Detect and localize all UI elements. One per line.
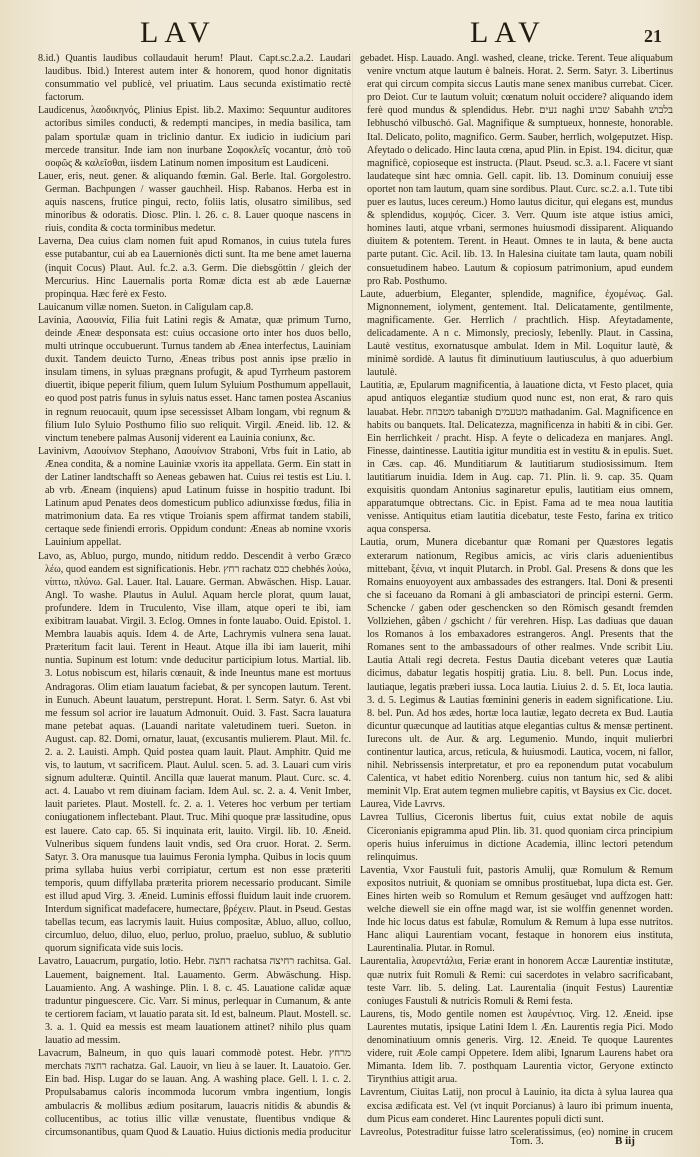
running-head-right: LAV	[470, 16, 546, 49]
dictionary-entry: Laurea, Vide Lavrvs.	[360, 799, 445, 811]
dictionary-entry: Laurens, tis, Modo gentile nomen est λαυρέντιος. Virg. 12. Æneid. ipse Laurentes mutatis, ipsique Latini Idem l. Æn. Laurentis regia Pici. Modo denominatiuum omnis generis. Virg. 12. Æneid. Te quoque Laurentes videre, ruit Æole campi Oppetere. Idem alibi, Ignarum Laurens habet ora Mimanta. Idem lib. 7. posthquam Laurentia victor, Geryone extincto Tirynthius attigit arua.	[360, 1008, 673, 1086]
page-header	[30, 16, 670, 52]
page-footer	[360, 1135, 673, 1151]
dictionary-entry: Lavreolus, Potestraditur fuisse latro sceleratissimus, (eo) nomine in crucem	[360, 1126, 673, 1138]
dictionary-entry: Lauer, eris, neut. gener. & aliquando fœmin. Gal. Berle. Ital. Gorgolestro. German. Bachpungen / wasser gauchheil. Hisp. Rabanos. Herba est in aquis nascens, frutice pingui, recto, foliis latis, olusatro similibus, sed minoribus & odoratis. Diosc. Plin. l. 26. c. 8. Lauer quoque nascens in riuis, condita & cocta torminibus medetur.	[38, 170, 351, 235]
dictionary-entry: Lautitia, æ, Epularum magnificentia, à lauatione dicta, vt Festo placet, quia apud antiquos elegantiæ studium quod nunc est, non erat, & raro quis lauabat. Hebr. מטבחה tabanigh מטעמים mathadanim. Gal. Magnificence en habits ou banquets. Ital. Delicatezza, magnificenza in habiti & in cibi. Ger. Ein herrlichkeit / pracht. Hisp. A feyte o delicadeza en manjares. Angl. Finesse, daintinesse. Lautitia igitur munditia est in vestitu & in epulis. Suet. in Cæs. cap. 46. Munditiarum & lautitiarum studiosissimum. Item lautitiarum inuidia. Idem in Aug. cap. 71. Plin. li. 9. cap. 35. Quam exquisitis quondam Antonius saginaretur epulis, lautitiam eius omnem, apparatumque obtrectans. Cic. in Epist. Fama ad te mea noua lautitia venisse. Antiquitus etiam lautitia dicebatur, teste Festo, farina ex tritico aqua conspersa.	[360, 380, 673, 536]
dictionary-entry: Laverna, Dea cuius clam nomen fuit apud Romanos, in cuius tutela fures esse putabantur, cui ab ea Lauernionès dicti sunt. Ita me bene amet lauerna (inquit Cocus) Plaut. Aul. fc.2. a.3. Germ. Die diebsgöttin / gleich der Mercurius. Hinc Lauernalis porta Romæ dicta est ab æde Lauernæ propinqua. Hæc ferè ex Festo.	[38, 236, 351, 300]
dictionary-entry: Laute, aduerbium, Eleganter, splendide, magnifice, ἐχομένως. Gal. Mignonnement, iolyment, gentement. Ital. Delicatamente, gentilmente, magnificamente. Ger. Herrlich / prachtlich. Hisp. Afeytadamente, delicadamente. A n c. Mimonsly, preciosly, Iebenlly. Plaut. in Cassina, Lautè vestitus, exornatusque ambulat. Idem in Mil. Loquitur lautè, & minimè sordidè. A lautus fit diminutiuum lautiusculus, à quo aduerbium lautulè.	[360, 288, 673, 379]
volume-label: Tom. 3.	[510, 1135, 544, 1147]
dictionary-entry: Lautia, orum, Munera dicebantur quæ Romani per Quæstores legatis exterarum nationum, Regibus amicis, ac viris claris aduenientibus mittebant, ξένια, vt inquit Plutarch. in Probl. Gal. Presens & dons que les Romains enuoyoyent aux ambassades des estrangers. Ital. Doni & presenti che si faceuano da Romani à gli ambasciatori de principi esterni. Germ. Schencke / gaben oder geschencken so den Römisch gesandt fremden Vollziehen, gåben / gschicht / für verehren. Hisp. Las dadiuas que dauan los Romanos à los embaxadores estrangeros. Angl. Presents that the Romanes sent to the ambassadours of other realmes. Vnde scribit Liu. Lautia Attali regi decreta. Festus Dautia dicebant veteres quæ Lautia dicimus, dabatur legatis hospitij gratia. Liu. 8. bell. Pun. Locus inde, lautiaque, legatis præberi iussa. Loca lautia. Liuius 2. d. 5. Et, loca lautia. 3. d. 5. Legimus & Lautias fœminini generis in eadem significatione. Liu. 8. bel. Pun. Ad hos ædes, hortæ loca lautiæ, legato decreta ex Bud. Lautia dicuntur quæcunque ad lautitias atque elegantias cultus & mensæ pertinent. Iurecons ult. de Aur. & arg. Legumenio. Mundo, inquit mulierbri continentur lautica, arcus, reticula, & huiusmodi. Lautica, vocem, ni fallor, nihil. Nebrissensis interpretatur, et pro ea reponendum putat vocabulum Calentica, vt habet editio Norenberg. cuius non tantum hic, sed & alibi meminit Vlp. Erat autem tegmen muliebre capitis, vt Baysius ex Cic. docet.	[360, 537, 673, 798]
dictionary-entry: Lavinia, Λαουινία, Filia fuit Latini regis & Amatæ, quæ primum Turno, deinde Æneæ desponsata est: cuius occasione orto inter hos duos bello, multi utrinque occubuerunt. Turnus tandem ab Ænea interfectus, Lauiniam duxit. Tandem deuicto Turno, Æneas tribus post annis ipse prælio in insulam timens, in syluas prægnans profugit, & apud Tyrrheum pastorem diuertit, ibique peperit filium, quem Iulum Syluium Posthumum appellauit, eo quod post patris funus in syluis natus esset. Hanc tamen postea Ascanius in regnum reuocauit, quum ipse secessisset Albam longam, vbi regnum & filium Iulo Syluio Posthumo filio suo reliquit. Virgil. Æneid. lib. 12. & vinctum tenebere palmas Ausonij viderent ea Lauinia coniunx, &c.	[38, 314, 351, 444]
dictionary-entry: Laudicenus, λαοδικηνός, Plinius Epist. lib.2. Maximo: Sequuntur auditores actoribus similes conducti, & redempti mancipes, in media basilica, tam palam sportulæ quam in triclinio dantur. Ex iudicio in iudicium pari mercede transitur. Inde iam non inurbane Σοφοκλεῖς vocantur, ἀπὸ τοῦ σοφῶς & καλεῖσθαι, iisdem Latinum nomen impositum est Laudiceni.	[38, 105, 351, 169]
dictionary-entry: Lavatro, Lauacrum, purgatio, lotio. Hebr. רחצה rachatsa רחיצה rachitsa. Gal. Lauement, baignement. Ital. Lauamento. Germ. Abwäschung. Hisp. Lauamiento. Ang. A washinge. Plin. l. 8. c. 45. Lauatione calidæ aquæ traduntur pinguescere. Cic. Varr. Si minus, perlequar in Cumanum, & ante te certiorem faciam, vt lauatio parata sit. Id est, balneum. Plaut. Mostell. sc. 3. a. 1. Quid ea messis est meam lauationem attinet? nihilo plus quam lauatio ad messim.	[38, 956, 351, 1047]
page-number: 21	[644, 26, 662, 46]
dictionary-entry: Lavrentum, Ciuitas Latij, non procul à Lauinio, ita dicta à sylua laurea qua excisa ædificata est. Vel (vt inquit Porcianus) à lauro ibi primum inuenta, dum Picus eam conderet. Hinc Laurentes populi dicti sunt.	[360, 1087, 673, 1125]
dictionary-entry: Laurentalia, λαυρεντάλια, Feriæ erant in honorem Accæ Laurentiæ institutæ, quæ nutrix fuit Romuli & Remi: cui sacerdotes in velabro sacrificabant, teste Varr. lib. 5. deling. Lat. Laurentalia (inquit Festus) Laurentiæ coniuges Faustuli & nutricis Romuli & Remi festa.	[360, 956, 673, 1007]
dictionary-entry: Laventia, Vxor Faustuli fuit, pastoris Amulij, quæ Romulum & Remum expositos nutriuit, & quoniam se omnibus prostituebat, lupa dicta est. Ger. Eines hirten weib so Romulum et Remum gesäuget vnd auffzogen hatt: welche diewell sie ein offne magd war, ist sie wolffin genennet worden. Inde hic locus datus est fabulæ, Romulum & Remum à lupa esse nutritos. Hanc aliqui Laurentiam vocant, festaque in honorem eius instituta, Laurentinalia. Plutar. in Romul.	[360, 864, 673, 955]
dictionary-entry: Lavrea Tullius, Ciceronis libertus fuit, cuius extat nobile de aquis Ciceronianis epigramma apud Plin. lib. 31. quod quoniam circa principium operis huius inferuimus in dictione Academia, illinc lectori petendum relinquimus.	[360, 812, 673, 863]
running-head-left: LAV	[140, 16, 216, 49]
dictionary-entry: 8.id.) Quantis laudibus collaudauit herum! Plaut. Capt.sc.2.a.2. Laudari laudibus. Ibid.) Interest autem inter & honorem, quod honor dignitatis consummatio vel publicè, vel priuatim. Laus secunda existimatio rectè factorum.	[38, 53, 351, 104]
right-column	[360, 52, 673, 1140]
dictionary-entry: Lauicanum villæ nomen. Sueton. in Caligulam cap.8.	[38, 301, 254, 313]
signature-mark: B iij	[615, 1135, 635, 1147]
dictionary-entry: Lavinivm, Λαουίνιον Stephano, Λαουίνιον Straboni, Vrbs fuit in Latio, ab Ænea condita, & a nomine Lauiniæ vxoris ita appellata. Germ. Ein statt in der Latiner landtschafft so Aeneas gebawen hat. Cuius rei testis est Liu. l. ab vrb. Æneam (inquiens) apud Latinum fuisse in hospitio tradunt. Ibi Latinum apud Penates deos domesticum publico adiunxisse fœdus, filia in matrimonium data. Ea res vtique Troianis spem affirmat tandem stabili, certaque sede finiendi erroris. Oppidum condunt: Æneas ab nomine vxoris Lauinium appellat.	[38, 445, 351, 549]
dictionary-entry: Lavacrum, Balneum, in quo quis lauari commodè potest. Hebr. מרחץ merchats רחצה rachatza. Gal. Lauoir, vn lieu à se lauer. It. Lauatoio. Ger. Ein bad. Hisp. Lugar do se lauan. Ang. A washing place. Gell. l. 1. c. 2. Propulsabamus caloris incommoda lucorum vmbra ingentium, longis ambulacris & mollibus ædium positarum, lauacris nitidis & abundis & collucentibus, ac totius illic villæ venustate, fluentibus vndique & circumsonantibus, quam Quod & Lauatio. Huius dictionis media producitur	[38, 1048, 351, 1138]
dictionary-entry: gebadet. Hisp. Lauado. Angl. washed, cleane, tricke. Terent. Teue aliquabum venire vnctum atque lautum è balneis. Horat. 2. Serm. Satyr. 3. Libertinus erat qui circum compita siccus Lautis mane senex manibus currebat. Cicer. pro Deiot. Cur te lautum voluit; cœnatum noluit occidere? aliquando idem ferè quod mundus & splendidus. Hebr. נעים naghi שבוע Sabahh בלבוש Iebhuschó vilbuschó. Gal. Magnifique & sumptueux, honneste, honorable. Ital. Delicato, polito, magnifico. Germ. Sauber, herrlich, wolgeputzet. Hisp. Afeytado o delicado. Hinc lauta cœna, apud Plin. in Epist. 194. dicitur, quæ magnificè, copioseque est instructa. (Plaut. Pseud. sc.3. a.1. Facere vt siant laudateque sint hæc omnia. Gell. capit. lib. 13. Dominum conuiuij esse oportet non tam lautum, quam sine sordibus. Plaut. Curc. sc.2. a.1. Tute tibi puer es lautus, luces cereum.) Homo lautus dicitur, qui elegans est, mundus & splendidus, κομψός. Cicer. 3. Verr. Quum iste atque istius amici, homines lauti, atque vrbani, sermones huiusmodi dissiparent. Aliquando diuitem & potentem. Terent. in Heaut. Omnes te in lauta, & bene aucta parte putant. Cic. Acil. lib. 13. In Halesina ciuitate tam lauta, quam nobili consuetudinem habeo. Lautum & copiosum patrimonium, apud eundem pro Rab. Posthumo.	[360, 53, 673, 287]
column-gutter	[352, 52, 353, 1132]
dictionary-entry: Lavo, as, Abluo, purgo, mundo, nitidum reddo. Descendit à verbo Græco λέω, quod eandem est significationis. Hebr. רחץ rachatz כבס chebhés λούω, νίπτω, πλύνω. Gal. Lauer. Ital. Lauare. German. Abwäschen. Hisp. Lauar. Angl. To washe. Plautus in Aulul. Aquam hercle plorat, quum lauat, profundere. Idem in Truculento, Vise illam, atque operi te ibi, iam exibitram lauabat. Virgil. 3. Eclog. Omnes in fonte lauabo. Ouid. Epistol. 1. Membra lauabis aquis. Idem 4. de Arte, Lachrymis vulnera sena lauat. Præteritum facit laui. Terent in Heaut. Atque illa ibi iam lauerit, mihi nuntia. Supinum est lotum: vnde deducitur participium lotus. Martial. lib. 3. Lotus nobiscum est, hilaris cœnauit, & inde Ineuntus mane est mortuus Andragoras. Olim etiam lauatum faciebat, & per syncopen lautum. Terent. in Eunuch. Abeunt lauatum, perstrepunt. Horat. l. Serm. Satyr. 6. Ast vbi me fessum sol acrior ire lauatum Admonuit. Ouid. 3. Fast. Sacra lauatura mane petebat aquas. (Lauandi naritate valetudinem tueri. Sueton. in August. cap. 82. Domi, ornatur, lauat, (excusantis mulierem. Plaut. Mil. fc. 2. a. 2. Lauisti. Amph. Quid postea quam lauit. Plaut. Amphitr. Quid me vis, to lautum, vt sacrificem. Plaut. Aulul. scen. 5. ad. 3. Lauari cum viris signum adulteræ. Quintil. Ancilla quæ lauerat manum. Plaut. Curc. sc. 4. act. 4. Lauabo vt rem diuinam faciam. Idem Aul. sc. 2. a. 4. Venit Imber, lauit parietes. Plaut. Mostell. fc. 2. a. 1. Veteres hoc verbum per tertiam coniugationem inflectebant. Plaut. Truc. Mihi quoque præ lassitudine, opus est lauere. Cato cap. 65. Si inquinata erit, lauito. Virgil. lib. 10. Æneid. Vulneribus siquem fundens lauit vndis, sed Ora cruor. Horat. 2. Serm. Satyr. 3. Ora manusque tua lauimus Feronia lympha. Quibus in locis quum prima syllaba huius verbi corripiatur, certum est non esse præteriti temporis, quum diffyllaba præterita priorem necessario producant. Simile est illud apud Virg. 3. Æneid. Luminis effossi fluidum lauit inde cruorem. Interdum significat madefacere, humectare, βρέχειν. Plaut. in Pseud. Gestas tabellas tecum, eas lacrymis lauit. Huius compositæ, Abluo, alluo, colluo, circumluo, deluo, diluo, eluo, perluo, proluo, praeluo, subluo, & sublutio quorum significata vide suis locis.	[38, 550, 351, 955]
left-column	[38, 52, 351, 1140]
